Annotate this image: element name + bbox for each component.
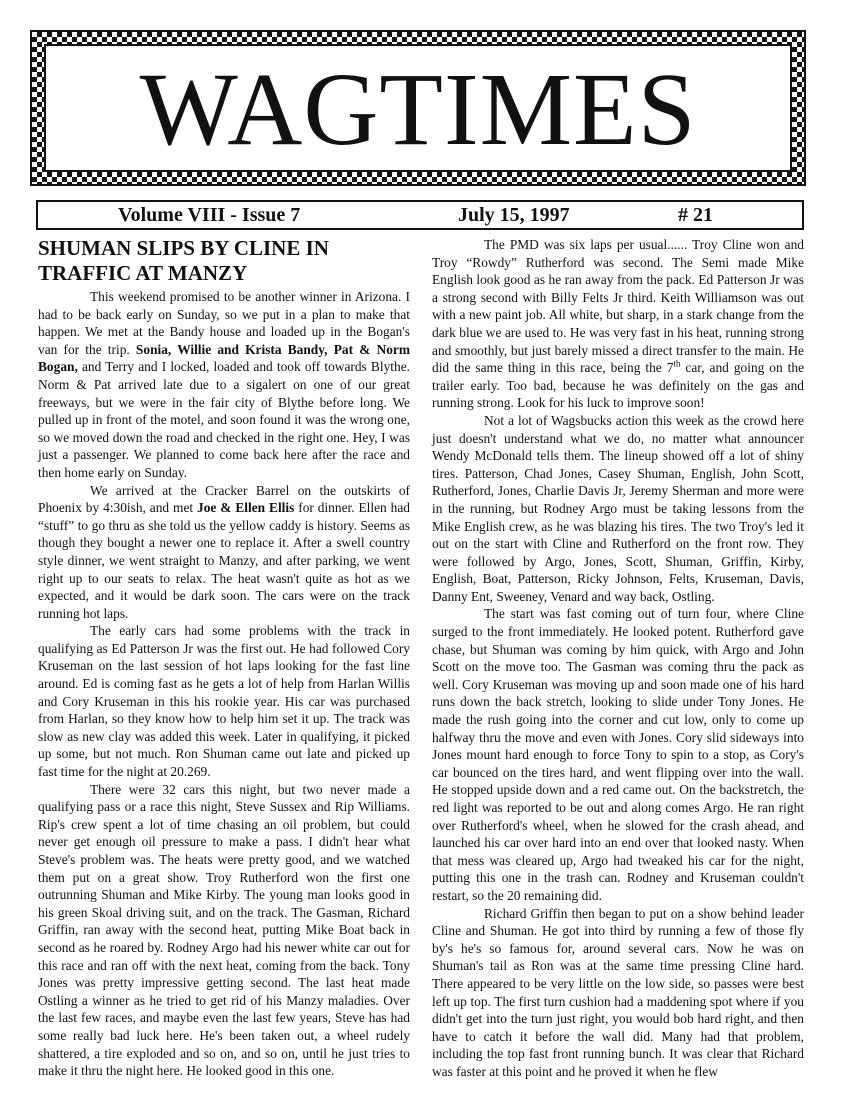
article-paragraph: We arrived at the Cracker Barrel on the outskirts of Phoenix by 4:30ish, and met Joe & Ellen Ellis for dinner. Ellen had “stuff” to go thru as she told us the yellow caddy is history. Seems as though they bought a newer one to replace it. After a swell country style dinner, we went straight to Manzy, and after parking, we went right up to our seats to relax. The heat wasn't quite as hot as we expected, and it would be dark soon. The cars were on the track running hot laps.	[38, 482, 410, 621]
bold-names: Joe & Ellen Ellis	[197, 500, 295, 516]
article-paragraph: The start was fast coming out of turn four, where Cline surged to the front immediately. He looked potent. Rutherford gave chase, but Shuman was coming by him quick, with Argo and John Scott on the move too. The Gasman was coming thru the pack as well. Cory Kruseman was moving up and soon made one of his hard runs down the back stretch, looking to slide under Tony Jones. He made the rush going into the corner and cut low, only to come up halfway thru the move and even with Jones. Cory slid sideways into Jones mount hard enough to force Tony to spin to a stop, as Cory's car bounced on the tires hard, and went flipping over into the wall. He stopped upside down and a red came out. On the backstretch, the red light was reported to be out and along comes Argo. He ran right over Rutherford's wheel, when he slowed for the crash ahead, and launched his car over hard into an end over that looked nasty. When that mess was cleared up, Argo had tweaked his car for the night, putting this one in the trash can. Rodney and Kruseman couldn't restart, so the 20 remaining did.	[432, 606, 804, 903]
article-paragraph: Not a lot of Wagsbucks action this week as the crowd here just doesn't understand what we do, no matter what announcer Wendy McDonald tells them. The lineup showed off a lot of shiny tires. Patterson, Chad Jones, Casey Shuman, English, John Scott, Rutherford, Jones, Charlie Davis Jr, Jeremy Sherman and more were in the running, but Rodney Argo must be taking lessons from the Mike English crew, as he was blazing his tires. The two Troy's led it out on the start with Cline and Rutherford on the front row. They were followed by Argo, Jones, Scott, Shuman, Griffin, Kirby, English, Boat, Patterson, Ricky Johnson, Felts, Kruseman, Davis, Danny Ent, Sweeney, Venard and way back, Ostling.	[432, 412, 804, 604]
issue-date: July 15, 1997	[458, 204, 570, 226]
left-column	[38, 236, 410, 1080]
issue-number: # 21	[678, 204, 713, 226]
article-paragraph: Richard Griffin then began to put on a show behind leader Cline and Shuman. He got into third by running a few of those fly by's he's so famous for, around several cars. Now he was on Shuman's tail as Ron was at the same time pressing Cline hard. There appeared to be very little on the low side, so passes were best left up top. The first turn cushion had a maddening spot where if you didn't get into the turn just right, you would bob hard right, and then have to catch it before the wall did. Many had that problem, including the top fast front running bunch. It was clear that Richard was faster at this point and he proved it when he flew	[432, 905, 804, 1079]
article-paragraph: This weekend promised to be another winner in Arizona. I had to be back early on Sunday, so we put in a plan to make that happen. We met at the Bandy house and loaded up in the Bogan's van for the trip. Sonia, Willie and Krista Bandy, Pat & Norm Bogan, and Terry and I locked, loaded and took off towards Blythe. Norm & Pat arrived late due to a sigalert on one of our great freeways, but we were in the fair city of Blythe before long. We pulled up in front of the motel, and soon found it was the wrong one, so we moved down the road and checked in the right one. Hey, I was just a passenger. We planned to come back here after the race and then home early on Sunday.	[38, 289, 410, 480]
article-paragraph: The early cars had some problems with the track in qualifying as Ed Patterson Jr was the first out. He had followed Cory Kruseman on the last session of hot laps looking for the fast line around. Ed is coming fast as he gets a lot of help from Harlan Willis and Cory Kruseman in this his rookie year. His car was purchased from Harlan, so they know how to help him set it up. The track was slow as new clay was added this week. Later in qualifying, it picked up some, but not much. Ron Shuman came out late and picked up fast time for the night at 20.269.	[38, 623, 410, 780]
right-column	[432, 236, 804, 1081]
issue-bar	[36, 200, 804, 230]
article-headline: SHUMAN SLIPS BY CLINE IN TRAFFIC AT MANZY	[38, 236, 329, 285]
newsletter-title: WAGTIMES	[139, 52, 697, 167]
volume-issue: Volume VIII - Issue 7	[118, 204, 301, 226]
bold-names: Sonia, Willie and Krista Bandy, Pat & Norm Bogan,	[38, 341, 410, 375]
masthead	[30, 30, 806, 186]
masthead-panel	[44, 44, 792, 172]
article-paragraph: The PMD was six laps per usual...... Troy Cline won and Troy “Rowdy” Rutherford was second. The Semi made Mike English look good as he ran away from the pack. Ed Patterson Jr was a strong second with Billy Felts Jr third. Keith Williamson was out with a new paint job. All white, but sharp, in a stark change from the dark blue we are used to. He was very fast in his heat, running strong and smoothly, but just barely missed a direct transfer to the main. He did the same thing in this race, being the 7th car, and going on the trailer early. Too bad, because he was definitely on the gas and running strong. Look for his luck to improve soon!	[432, 237, 805, 411]
article-paragraph: There were 32 cars this night, but two never made a qualifying pass or a race this night, Steve Sussex and Rip Williams. Rip's crew spent a lot of time chasing an oil problem, but could never get enough oil pressure to make a pass. I didn't hear what Steve's problem was. The heats were pretty good, and we watched them put on a great show. Troy Rutherford won the first one outrunning Shuman and Mike Kirby. The young man looks good in his green Skoal driving suit, and on the track. The Gasman, Richard Griffin, ran away with the second heat, putting Mike Boat back in second as he roared by. Rodney Argo had his newer white car out for this race and ran off with the next heat, coming from the back. Tony Jones was pretty impressive getting second. The last heat made Ostling a winner as he tried to get rid of his Manzy maladies. Over the last few races, and maybe even the last few years, Steve has had some really bad luck here. He's been taken out, a wheel rudely shattered, a tire exploded and so on, and so on, until he just tries to make it thru the night here. He looked good in this one.	[38, 781, 410, 1079]
